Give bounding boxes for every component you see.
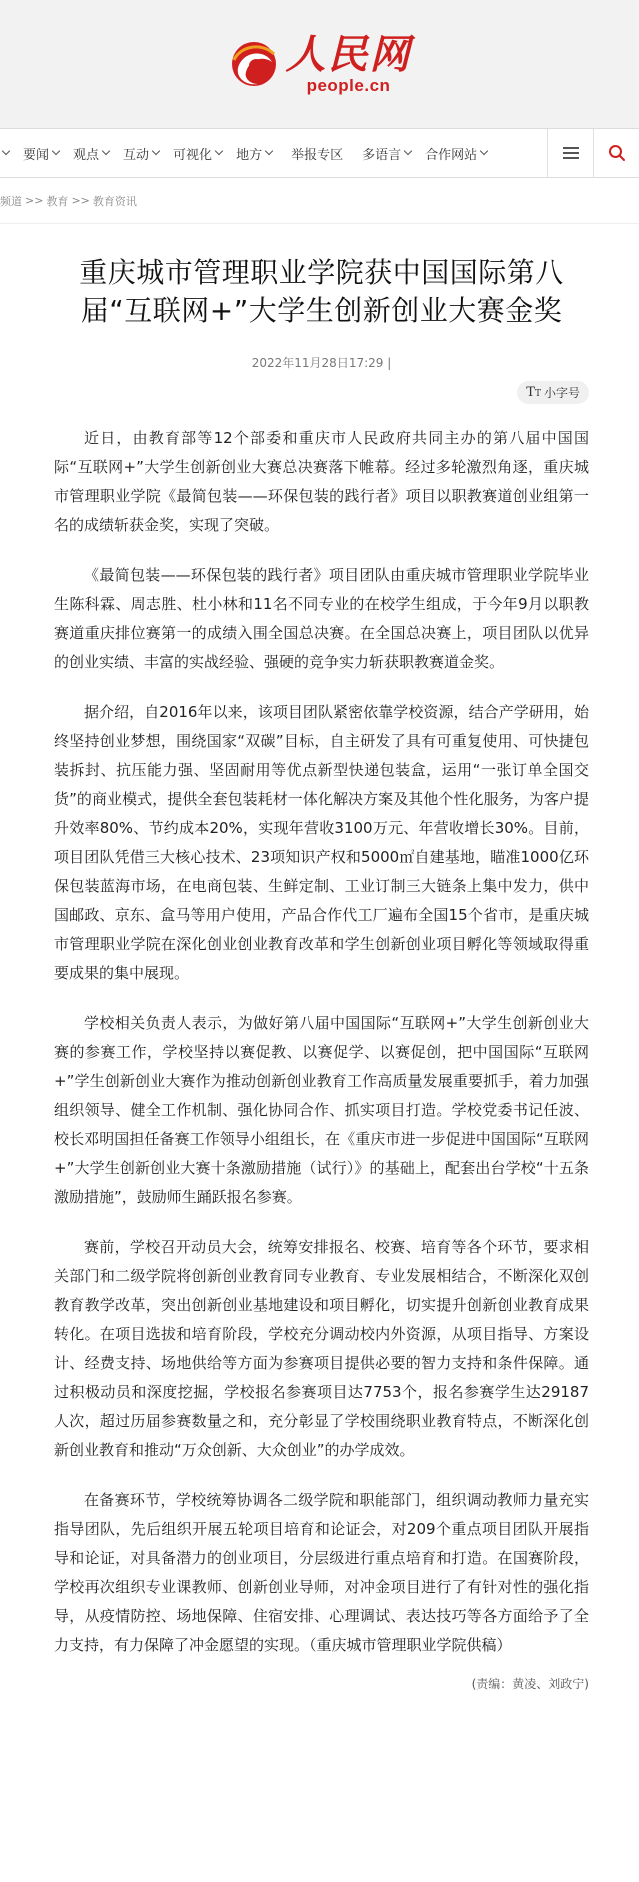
nav-item-report[interactable]: 举报专区 [291, 147, 344, 163]
article-meta: 2022年11月28日17:29 | [251, 356, 392, 370]
font-size-toggle[interactable] [517, 381, 589, 404]
breadcrumb-channel[interactable]: 频道 [0, 194, 22, 208]
breadcrumb [0, 178, 639, 224]
article [0, 254, 639, 1692]
article-content [54, 424, 589, 1660]
site-logo[interactable] [228, 33, 412, 95]
nav-item-opinion[interactable]: 观点 [66, 129, 116, 177]
nav-item-partners[interactable]: 合作网站 [418, 129, 494, 177]
article-paragraph: 据介绍，自2016年以来，该项目团队紧密依靠学校资源，结合产学研用，始终坚持创业梦想，围绕国家“双碳”目标，自主研发了具有可重复使用、可快捷包装拆封、抗压能力强、坚固耐用等优点新型快递包装盒，运用“一张订单全国交货”的商业模式，提供全套包装耗材一体化解决方案及其他个性化服务，为客户提升效率80%、节约成本20%，实现年营收3100万元、年营收增长30%。目前，项目团队凭借三大核心技术、23项知识产权和5000㎡自建基地，瞄准1000亿环保包装蓝海市场，在电商包装、生鲜定制、工业订制三大链条上集中发力，供中国邮政、京东、盒马等用户使用，产品合作代工厂遍布全国15个省市，是重庆城市管理职业学院在深化创业创业教育改革和学生创新创业项目孵化等领域取得重要成果的集中展现。 [54, 703, 589, 982]
site-header [0, 0, 639, 128]
chevron-down-icon [152, 147, 160, 155]
chevron-down-icon [2, 147, 10, 155]
article-paragraph: 《最简包装——环保包装的践行者》项目团队由重庆城市管理职业学院毕业生陈科霖、周志胜、杜小林和11名不同专业的在校学生组成，于今年9月以职教赛道重庆排位赛第一的成绩入围全国总决赛。在全国总决赛上，项目团队以优异的创业实绩、丰富的实战经验、强硬的竞争实力斩获职教赛道金奖。 [54, 566, 589, 671]
chevron-down-icon [52, 147, 60, 155]
article-paragraph: 学校相关负责人表示，为做好第八届中国国际“互联网+”大学生创新创业大赛的参赛工作，学校坚持以赛促教、以赛促学、以赛促创，把中国国际“互联网+”学生创新创业大赛作为推动创新创业教育工作高质量发展重要抓手，着力加强组织领导、健全工作机制、强化协同合作、抓实项目打造。学校党委书记任波、校长邓明国担任备赛工作领导小组组长，在《重庆市进一步促进中国国际“互联网+”大学生创新创业大赛十条激励措施（试行）》的基础上，配套出台学校“十五条激励措施”，鼓励师生踊跃报名参赛。 [54, 1014, 589, 1206]
chevron-down-icon [215, 147, 223, 155]
logo-cn-text: 人民网 [285, 31, 412, 78]
menu-button[interactable] [547, 129, 593, 177]
breadcrumb-education-news[interactable]: 教育资讯 [92, 194, 137, 208]
nav-item-news[interactable]: 要闻 [16, 129, 66, 177]
main-nav [0, 128, 639, 178]
nav-item-languages[interactable]: 多语言 [355, 129, 418, 177]
article-title: 重庆城市管理职业学院获中国国际第八届“互联网+”大学生创新创业大赛金奖 [79, 256, 564, 327]
chevron-down-icon [265, 147, 273, 155]
breadcrumb-separator: >> [25, 194, 44, 207]
article-editor: (责编：黄凌、刘政宁) [471, 1677, 589, 1691]
logo-swirl-icon [228, 38, 280, 90]
logo-en-text: people.cn [306, 76, 391, 95]
nav-items [0, 129, 547, 177]
chevron-down-icon [480, 147, 488, 155]
article-paragraph: 在备赛环节，学校统筹协调各二级学院和职能部门，组织调动教师力量充实指导团队，先后组织开展五轮项目培育和论证会，对209个重点项目团队开展指导和论证，对具备潜力的创业项目，分层级进行重点培育和打造。在国赛阶段，学校再次组织专业课教师、创新创业导师，对冲金项目进行了有针对性的强化指导，从疫情防控、场地保障、住宿安排、心理调试、表达技巧等各方面给予了全力支持，有力保障了冲金愿望的实现。（重庆城市管理职业学院供稿） [54, 1491, 589, 1654]
nav-item-visual[interactable]: 可视化 [166, 129, 229, 177]
breadcrumb-education[interactable]: 教育 [46, 194, 69, 208]
nav-item-channel[interactable] [0, 129, 16, 177]
article-paragraph: 近日，由教育部等12个部委和重庆市人民政府共同主办的第八届中国国际“互联网+”大学生创新创业大赛总决赛落下帷幕。经过多轮激烈角逐，重庆城市管理职业学院《最简包装——环保包装的践行者》项目以职教赛道创业组第一名的成绩斩获金奖，实现了突破。 [54, 429, 589, 534]
nav-item-local[interactable]: 地方 [229, 129, 279, 177]
font-size-label: 小字号 [543, 386, 580, 400]
chevron-down-icon [102, 147, 110, 155]
font-size-icon: TT [526, 385, 541, 400]
chevron-down-icon [404, 147, 412, 155]
search-icon [608, 144, 626, 162]
article-paragraph: 赛前，学校召开动员大会，统筹安排报名、校赛、培育等各个环节，要求相关部门和二级学院将创新创业教育同专业教育、专业发展相结合，不断深化双创教育教学改革，突出创新创业基地建设和项目孵化，切实提升创新创业教育成果转化。在项目选拔和培育阶段，学校充分调动校内外资源，从项目指导、方案设计、经费支持、场地供给等方面为参赛项目提供必要的智力支持和条件保障。通过积极动员和深度挖掘，学校报名参赛项目达7753个，报名参赛学生达29187人次，超过历届参赛数量之和，充分彰显了学校围绕职业教育特点，不断深化创新创业教育和推动“万众创新、大众创业”的办学成效。 [54, 1238, 589, 1459]
search-button[interactable] [593, 129, 639, 177]
menu-icon [563, 147, 579, 159]
breadcrumb-separator: >> [71, 194, 90, 207]
nav-item-interact[interactable]: 互动 [116, 129, 166, 177]
